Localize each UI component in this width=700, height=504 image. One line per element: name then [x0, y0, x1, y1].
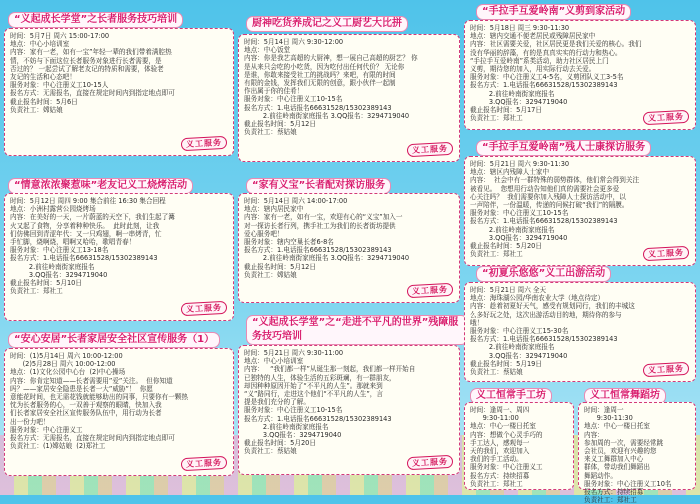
board-line: 地点：中心小培训室 [10, 40, 70, 49]
board-line: 意能花时间，也无需花钱就能够助出的同事，只要你有一颗热 [10, 393, 189, 402]
board-line: 内容： 社会中有一群特殊的弱势群体，他们常会得到关注 [470, 176, 640, 185]
board-title-dance: 义工恒常舞蹈坊 [584, 388, 666, 404]
board-line: 对一探访长者行列，携手社工为我们的长者街坊提供 [244, 221, 396, 230]
board-line: 2.前往岭南街家庭报名 [470, 89, 555, 98]
board-lines [470, 406, 568, 488]
board-line: 服务对象：中心注册义工15-30名 [470, 327, 569, 336]
board-line: 内容：你是我艺高超的大厨神，想一展自己高超的厨艺？ 你 [244, 54, 418, 63]
board-lines [10, 32, 228, 114]
board-line: 们仿佛回到青涩年代：又一只鸡翅，啊一串烤青，忙 [10, 229, 162, 238]
board-lines [244, 197, 454, 279]
board-line: 负责社工：郑社工 [470, 114, 523, 123]
board-line: 天的我们，欢迎加入 [470, 447, 530, 456]
board-line: 提是我们充分的了解。 [244, 398, 310, 407]
board-line: 截止报名时间：5月19日 [470, 359, 542, 368]
board-line: 报名方式：1.电话报名66631528/15302389143 [244, 103, 392, 112]
board-line: 参加周的一次，需要经常跳 [584, 438, 664, 447]
board-line: 3.QQ报名：3294719040 [244, 431, 342, 440]
board-line: 服务对象：中心注册义工4-5名，义剪团队义工3-5名 [470, 73, 624, 82]
board-line: 群体，带动我们舞蹈出 [584, 463, 650, 472]
board-disabled-visit [464, 156, 696, 266]
board-line: 来义工舞群加入中心 [584, 455, 644, 464]
board-line: 时间：5月21日 周六 9:30-11:30 [470, 160, 570, 168]
board-line: 报名方式：1.电话报名66631528/15302389143 [244, 246, 392, 255]
board-line: 忱为长者服务的心，一双善于观察的眼睛，快加入我 [10, 401, 162, 410]
board-line: 负责社工：郑社工 [470, 250, 523, 259]
board-line: 么多好玩之处，这次出游活动目的地，期待你的参与 [470, 310, 622, 319]
board-line: 截止报名时间：5月12日 [244, 262, 316, 271]
board-lines [244, 38, 454, 136]
board-line: 负责社工：蔡姑娘 [244, 447, 297, 456]
volunteer-service-stamp: 义工服务 [407, 142, 454, 157]
board-line: 地点：中心小培训室 [244, 357, 304, 366]
board-line: 已独特的人生，体验生活的五彩斑斓，有一群朋友， [244, 373, 396, 382]
board-line: 地点：中心饭堂 [244, 46, 291, 55]
board-line: 内容： “我们都一样”从诞生那一刻起，我们都一样开始自 [244, 365, 416, 374]
board-line: 报名方式：无需报名，直接在规定时间内到指定地点即可 [10, 89, 175, 98]
board-line: 内容： [584, 430, 604, 439]
board-line: 服务对象：中心注册义工10-15名 [244, 406, 343, 415]
board-line: 报名方式：1.电话报名66631528/15302389143 [10, 254, 158, 263]
board-line: 3.QQ报名：3294719040 [10, 270, 108, 279]
volunteer-service-stamp: 义工服务 [643, 362, 690, 377]
board-line: 9:30-11:00 [470, 414, 519, 423]
board-line: 服务对象：辖内空巢长者6-8名 [244, 238, 334, 247]
board-line: 内容：家有一老，如有一宝”年轻一辈的我们带着满腔热 [10, 48, 172, 57]
board-line: 否过的？ 一起尝试了解老友记的特质和需要，体验老 [10, 64, 164, 73]
board-line: 3.QQ报名：3294719040 [470, 233, 568, 242]
board-bbq [4, 193, 234, 321]
board-line: 负责社工：蔡姑娘 [470, 368, 523, 377]
board-title-disabled-visit: “手拉手互爱岭南”残人士康探访服务 [476, 140, 651, 156]
board-line: 是从来只会吃的小吃货，因为吃付出任何代价？ 无论你 [244, 62, 405, 71]
board-line: 地点：海珠湖公园/华南农业大学（地点待定） [470, 294, 605, 303]
board-line: 作出属于你的佳肴！ [244, 87, 304, 96]
board-line: 时间：5月14日 周六 14:00-17:00 [244, 197, 348, 205]
board-line: 报名方式：持续招募 [470, 471, 530, 480]
board-line: 服务对象：中心注册义工13-18名 [10, 246, 109, 255]
board-line: 舞蹈动作。 [584, 471, 617, 480]
board-line: 是谁，你敢来接受社工的挑战吗？来吧，有限的时间 [244, 70, 396, 79]
board-line: 报名方式：1.电话报名66631528/15302389143 [470, 335, 618, 344]
board-lines [584, 406, 690, 504]
board-line: 地点：(1)文化公园中心台 (2)中心操场 [10, 368, 126, 377]
board-disability-training [238, 345, 460, 475]
volunteer-service-stamp: 义工服务 [643, 246, 690, 261]
board-line: 心关注吗？ 我们需要你加入残障人士探访活动中，以 [470, 192, 626, 201]
board-line: 时间：5月7日 周六 15:00-17:00 [10, 32, 110, 40]
board-line: 地点：中心一楼日托室 [470, 422, 536, 431]
board-home-safety [4, 348, 234, 476]
board-line: 友记的生活和心态吧！ [10, 73, 76, 82]
board-line: 截止报名时间：5月20日 [244, 439, 316, 448]
volunteer-service-stamp: 义工服务 [181, 301, 228, 316]
board-line: 截止报名时间：5月6日 [10, 97, 78, 106]
board-line: 9:30-11:30 [584, 414, 633, 423]
board-line: 截止报名时间：5月17日 [470, 106, 542, 115]
board-dance [578, 402, 696, 504]
board-line: 内容：社区需要关爱，社区居民更是我们关爱的核心。我们 [470, 40, 642, 49]
board-lines [470, 160, 690, 258]
board-line: 负责社工：嫦姑娘 [10, 105, 63, 114]
board-line: 内容：你肯定知道——长者需要用”爱”关注。 但你知道 [10, 376, 173, 385]
board-line: 手忙脚，烧啊烧，唱啊又哈哈，歌唱青春！ [10, 238, 136, 247]
board-line: 火又起了食物，分享着种种快乐。 此时此刻，让我 [10, 221, 160, 230]
board-line: 负责社工：(1)嫦姑娘 (2)郑社工 [10, 442, 106, 451]
board-line: 地点：辖区内残障人士家中 [470, 168, 550, 177]
board-cooking [238, 34, 460, 162]
board-line: 2.前往岭南街家庭报名 3.QQ报名：3294719040 [244, 254, 410, 263]
board-line: 服务对象：中心注册义工10名 [584, 479, 672, 488]
volunteer-service-stamp: 义工服务 [643, 110, 690, 125]
board-line: 时间：(1)5月14日 周六 10:00-12:00 [10, 352, 123, 360]
board-line: 内容：想做个心灵手巧的 [470, 430, 543, 439]
board-line: 服务对象：中心注册义工10-15名 [470, 209, 569, 218]
board-line: 报名方式：无需报名，直接在规定时间内到指定地点即可 [10, 434, 175, 443]
board-line: 手工达人，感观每一 [470, 438, 530, 447]
board-title-handicraft: 义工恒常手工坊 [470, 388, 552, 404]
board-line: 时间：5月18日 周三 9:30-11:30 [470, 24, 570, 32]
board-line: “义”路同行，走进这个他们“不平凡的人生”，言 [244, 390, 383, 399]
board-line: 内容：家有一老，如有一宝，欢迎有心的“义宝”加入一 [244, 213, 403, 222]
volunteer-service-stamp: 义工服务 [181, 136, 228, 151]
board-line: 地点：小洲村露营公园烧烤场 [10, 205, 96, 214]
board-line: 时间：5月14日 周六 9:30-12:00 [244, 38, 344, 46]
board-line: 内容：在美好的一天，一片蔚蓝的天空下，我们生起了篝 [10, 213, 175, 222]
board-line: 地点：辖内居民家中 [244, 205, 304, 214]
volunteer-service-stamp: 义工服务 [407, 283, 454, 298]
board-line: 报名方式：1.电话报名66631528/15302389143 [244, 414, 392, 423]
board-line: (2)5月28日 周六 10:00-12:00 [10, 360, 116, 369]
board-title-haircut: “手拉手互爱岭南”义剪到家活动 [476, 4, 631, 20]
board-handicraft [464, 402, 574, 490]
board-line: 报名方式：持续招募 [584, 488, 644, 497]
board-title-elder-visit: “家有义宝”长者配对探访服务 [246, 178, 391, 194]
board-haircut [464, 20, 696, 130]
board-line: 爱心服务吧！ [244, 229, 284, 238]
board-line: 2.前往岭南街家庭报名 [470, 343, 555, 352]
board-line: 截止报名时间：5月10日 [10, 279, 82, 288]
board-title-home-safety: “安心安居”长者家居安全社区宣传服务（1） [8, 332, 220, 348]
board-line: 却因种种原因开始了“不平凡的人生”。那就来到 [244, 381, 383, 390]
board-line: 吗？——家居安全隐患是长者一大”威胁”！ 你愿 [10, 384, 153, 393]
board-line: 2.前往岭南街家庭报名 [470, 225, 555, 234]
board-line: 义剪，期待您的加入，用实际行动去关爱。 [470, 65, 596, 74]
board-title-outing: “初夏乐悠悠”义工出游活动 [476, 266, 611, 282]
board-line: 时间：5月21日 周六 9:30-11:00 [244, 349, 344, 357]
board-line: 时间：5月12日 周四 9:00 集合前往 16:30 集合回程 [10, 197, 166, 205]
board-lines [10, 352, 228, 450]
board-line: 们长者家居安全社区宣传服务队伍中，用行动为长者 [10, 409, 162, 418]
board-line: 3.QQ报名：3294719040 [470, 351, 568, 360]
board-line: 负责社工：郑社工 [10, 287, 63, 296]
board-line: 2.前往岭南街家庭报名 [244, 422, 329, 431]
board-title-cooking: 厨神吃货养成记之义工厨艺大比拼 [246, 16, 408, 32]
board-line: 出一份力吧！ [10, 417, 50, 426]
board-line: 负责社工：郑社工 [584, 496, 637, 504]
board-growth-training [4, 28, 234, 156]
board-title-bbq: “情意浓浓聚惹味”老友记义工烧烤活动 [8, 178, 193, 194]
volunteer-service-stamp: 义工服务 [407, 455, 454, 470]
board-line: 服务对象：中心注册义工 [10, 425, 83, 434]
board-line: 地点：中心一楼日托室 [584, 422, 650, 431]
board-line: “手拉手互爱岭南”系类活动，助力社区居民上门 [470, 56, 609, 65]
board-line: 3.QQ报名：3294719040 [470, 97, 568, 106]
board-line: 服务对象：中心注册义工 [470, 463, 543, 472]
board-lines [10, 197, 228, 295]
board-line: 报名方式：1.电话报名66631528/15302389143 [470, 217, 618, 226]
board-line: 服务对象：中心注册义工10-15名 [244, 95, 343, 104]
board-line: 地点：辖内交通不便老居民或残障居民家中 [470, 32, 596, 41]
board-line: 时间：逢周一 [584, 406, 624, 414]
board-line: 有限的金钱，发挥我们无限的创意，跟小伙伴一起制 [244, 79, 396, 88]
board-line: 负责社工：郑社工 [470, 479, 523, 488]
board-title-disability-training: “义起成长学堂”之“走进不平凡的世界”残障服务技巧培训 [246, 315, 468, 345]
board-elder-visit [238, 193, 460, 303]
volunteer-service-stamp: 义工服务 [181, 456, 228, 471]
board-line: 被看见。 您想用行动告知他们真的需要社会更多爱 [470, 184, 620, 193]
board-title-growth-training: “义起成长学堂”之长者服务技巧培训 [8, 12, 183, 28]
board-line: 服务对象：中心注册义工10-15人 [10, 81, 109, 90]
board-lines [244, 349, 454, 456]
board-line: 2.前往岭南街家庭报名 [10, 262, 95, 271]
board-line: 报名方式：1.电话报名66631528/15302389143 [470, 81, 618, 90]
board-line: 负责社工：嫦姑娘 [244, 270, 297, 279]
board-lines [470, 24, 690, 122]
board-line: 时间：逢周一、周四 [470, 406, 530, 414]
board-line: 截止报名时间：5月20日 [470, 242, 542, 251]
board-line: 哦！ [470, 318, 484, 327]
board-line: 负责社工：蔡姑娘 [244, 128, 297, 137]
board-line: 我们的手工活动。 [470, 455, 523, 464]
board-line: 截止报名时间：5月12日 [244, 120, 316, 129]
board-line: 情，不妨与下面这位长者服务对象进行长者需要，是 [10, 56, 162, 65]
board-line: 没有华丽的辞藻，有的是真真实实的行动力和热心。 [470, 48, 622, 57]
board-line: 一声陪伴，一份温暖，传递的问候打破“我们”的隔膜。 [470, 201, 629, 210]
board-line: 内容：趁着初夏好天气，感受有规划同行，我们的丰城这 [470, 302, 635, 311]
board-line: 2.前往岭南街家庭报名 3.QQ报名：3294719040 [244, 111, 410, 120]
board-outing [464, 282, 696, 382]
board-line: 会社员，欢迎有兴趣的您 [584, 447, 657, 456]
board-line: 时间：5月21日 周六 全天 [470, 286, 547, 294]
